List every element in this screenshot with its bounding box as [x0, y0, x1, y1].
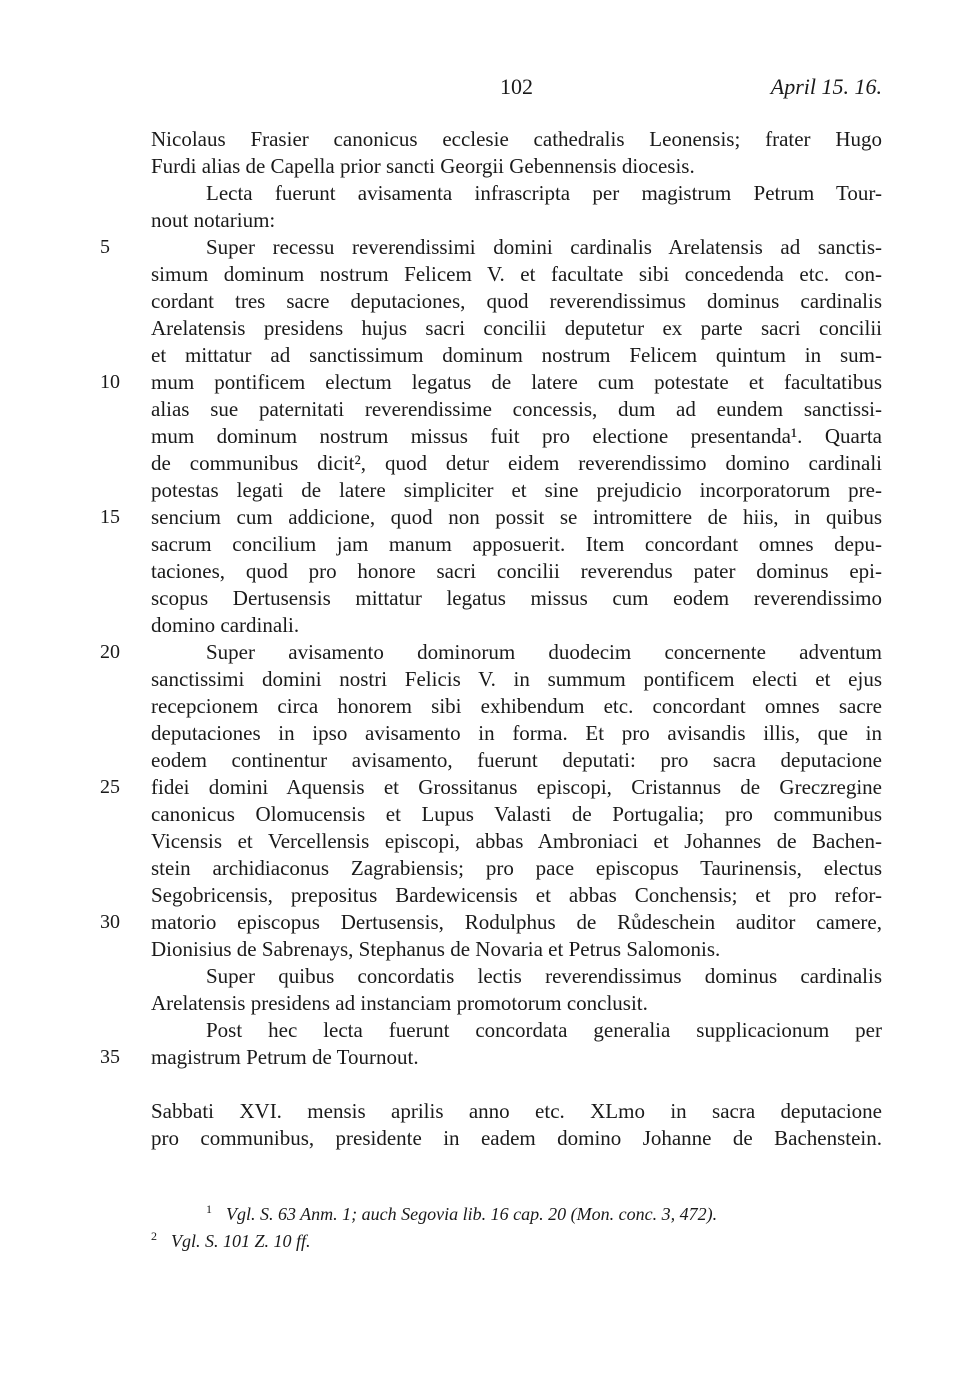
- footnote-mark: 2: [151, 1229, 157, 1243]
- text-line: Furdi alias de Capella prior sancti Georgii Gebennensis diocesis.: [151, 154, 695, 178]
- line-number: 25: [100, 776, 120, 798]
- footnote-mark: 1: [206, 1202, 212, 1216]
- text-line: sencium cum addicione, quod non possit se intromittere de hiis, in quibus: [151, 505, 882, 529]
- text-line: mum pontificem electum legatus de latere cum potestate et facultatibus: [151, 370, 882, 394]
- footnote-text: Vgl. S. 101 Z. 10 ff.: [171, 1231, 311, 1251]
- text-line: Nicolaus Frasier canonicus ecclesie cathedralis Leonensis; frater Hugo: [151, 127, 882, 151]
- text-line: stein archidiaconus Zagrabiensis; pro pace episcopus Taurinensis, electus: [151, 856, 882, 880]
- line-number: 20: [100, 641, 120, 663]
- header-date: April 15. 16.: [770, 74, 882, 99]
- text-line: Lecta fuerunt avisamenta infrascripta per magistrum Petrum Tour-: [206, 181, 882, 205]
- text-line: Sabbati XVI. mensis aprilis anno etc. XLmo in sacra deputacione: [151, 1099, 882, 1123]
- text-line: scopus Dertusensis mittatur legatus missus cum eodem reverendissimo: [151, 586, 882, 610]
- text-line: potestas legati de latere simpliciter et sine prejudicio incorporatorum pre-: [151, 478, 882, 502]
- text-line: matorio episcopus Dertusensis, Rodulphus de Růdeschein auditor camere,: [151, 910, 882, 934]
- text-line: Segobricensis, prepositus Bardewicensis et abbas Conchensis; et pro refor-: [151, 883, 882, 907]
- text-line: sacrum concilium jam manum apposuerit. Item concordant omnes depu-: [151, 532, 882, 556]
- text-line: domino cardinali.: [151, 613, 300, 637]
- text-line: Super quibus concordatis lectis reverendissimus dominus cardinalis: [206, 964, 882, 988]
- page-number: 102: [500, 74, 533, 99]
- text-line: Vicensis et Vercellensis episcopi, abbas Ambroniaci et Johannes de Bachen-: [151, 829, 882, 853]
- text-line: nout notarium:: [151, 208, 276, 232]
- text-line: magistrum Petrum de Tournout.: [151, 1045, 419, 1069]
- text-line: fidei domini Aquensis et Grossitanus episcopi, Cristannus de Greczregine: [151, 775, 882, 799]
- text-line: de communibus dicit², quod detur eidem reverendissimo domino cardinali: [151, 451, 882, 475]
- line-number: 15: [100, 506, 120, 528]
- text-line: alias sue paternitati reverendissime concessis, dum ad eundem sanctissi-: [151, 397, 882, 421]
- text-line: Super recessu reverendissimi domini cardinalis Arelatensis ad sanctis-: [206, 235, 882, 259]
- text-line: recepcionem circa honorem sibi exhibendum etc. concordant omnes sacre: [151, 694, 882, 718]
- text-line: Arelatensis presidens hujus sacri concilii deputetur ex parte sacri concilii: [151, 316, 882, 340]
- text-line: Arelatensis presidens ad instanciam promotorum conclusit.: [151, 991, 648, 1015]
- text-line: Super avisamento dominorum duodecim concernente adventum: [206, 640, 882, 664]
- line-number: 30: [100, 911, 120, 933]
- footnote-text: Vgl. S. 63 Anm. 1; auch Segovia lib. 16 cap. 20 (Mon. conc. 3, 472).: [226, 1204, 718, 1224]
- text-line: deputaciones in ipso avisamento in forma. Et pro avisandis illis, que in: [151, 721, 882, 745]
- line-number: 10: [100, 371, 120, 393]
- text-line: cordant tres sacre deputaciones, quod reverendissimus dominus cardinalis: [151, 289, 882, 313]
- text-line: sanctissimi domini nostri Felicis V. in summum pontificem electi et ejus: [151, 667, 882, 691]
- text-line: simum dominum nostrum Felicem V. et facultate sibi concedenda etc. con-: [151, 262, 882, 286]
- footnote: [151, 1224, 311, 1251]
- text-line: mum dominum nostrum missus fuit pro electione presentanda¹. Quarta: [151, 424, 882, 448]
- text-line: Post hec lecta fuerunt concordata generalia supplicacionum per: [206, 1018, 882, 1042]
- line-number: 5: [100, 236, 110, 258]
- text-line: canonicus Olomucensis et Lupus Valasti de Portugalia; pro communibus: [151, 802, 882, 826]
- footnote: [206, 1197, 718, 1224]
- text-line: Dionisius de Sabrenays, Stephanus de Novaria et Petrus Salomonis.: [151, 937, 721, 961]
- text-line: et mittatur ad sanctissimum dominum nostrum Felicem quintum in sum-: [151, 343, 882, 367]
- text-line: pro communibus, presidente in eadem domino Johanne de Bachenstein.: [151, 1126, 882, 1150]
- line-number: 35: [100, 1046, 120, 1068]
- text-line: taciones, quod pro honore sacri concilii reverendus pater dominus epi-: [151, 559, 882, 583]
- text-line: eodem continentur avisamento, fuerunt deputati: pro sacra deputacione: [151, 748, 882, 772]
